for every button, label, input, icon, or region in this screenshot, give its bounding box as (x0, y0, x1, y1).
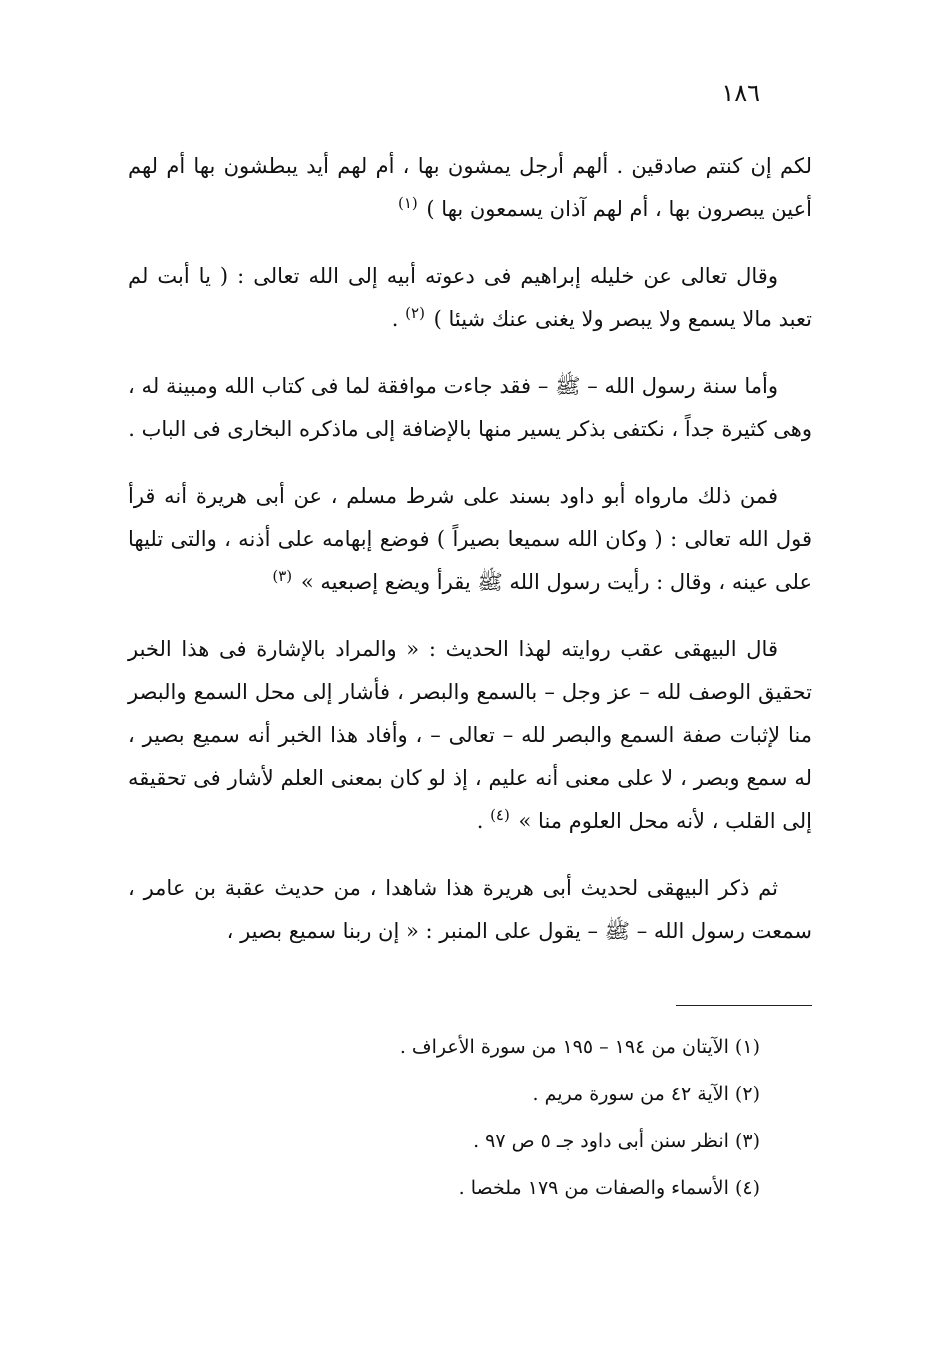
footnote-3: (٣) انظر سنن أبى داود جـ ٥ ص ٩٧ . (473, 1130, 760, 1152)
paragraph-6: ثم ذكر البيهقى لحديث أبى هريرة هذا شاهدا ، من حديث عقبة بن عامر ، سمعت رسول الله – ﷺ – يقول على المنبر : « إن ربنا سميع بصير ، (128, 876, 812, 943)
page-number: ١٨٦ (721, 79, 760, 107)
paragraph-4: فمن ذلك مارواه أبو داود بسند على شرط مسلم ، عن أبى هريرة أنه قرأ قول الله تعالى : ( وكان الله سميعا بصيراً ) فوضع إبهامه على أذنه ، والتى تليها على عينه ، وقال : رأيت رسول الله ﷺ يقرأ ويضع إصبعيه » $^{(٣)}$ (128, 484, 812, 594)
footnotes (200, 1035, 760, 1223)
paragraph-3: وأما سنة رسول الله – ﷺ – فقد جاءت موافقة لما فى كتاب الله ومبينة له ، وهى كثيرة جداً ، نكتفى بذكر يسير منها بالإضافة إلى ماذكره البخارى فى الباب . (128, 374, 812, 441)
footnote-separator (676, 1005, 812, 1006)
paragraph-5: قال البيهقى عقب روايته لهذا الحديث : « والمراد بالإشارة فى هذا الخبر تحقيق الوصف لله – عز وجل – بالسمع والبصر ، فأشار إلى محل السمع والبصر منا لإثبات صفة السمع والبصر لله – تعالى – ، وأفاد هذا الخبر أنه سميع بصير ، له سمع وبصر ، لا على معنى أنه عليم ، إذ لو كان بمعنى العلم لأشار فى تحقيقه إلى القلب ، لأنه محل العلوم منا » $^{(٤)}$ . (128, 637, 812, 833)
footnote-marker-4: (٤) (490, 806, 510, 824)
footnote-4: (٤) الأسماء والصفات من ١٧٩ ملخصا . (458, 1177, 760, 1199)
footnote-2: (٢) الآية ٤٢ من سورة مريم . (532, 1083, 760, 1105)
paragraph-2: وقال تعالى عن خليله إبراهيم فى دعوته أبيه إلى الله تعالى : ( يا أبت لم تعبد مالا يسمع ولا يبصر ولا يغنى عنك شيئا ) $^{(٢)}$ . (128, 264, 812, 331)
footnote-marker-2: (٢) (405, 304, 425, 322)
body-text (128, 145, 812, 977)
footnote-1: (١) الآيتان من ١٩٤ – ١٩٥ من سورة الأعراف . (399, 1036, 760, 1058)
footnote-marker-1: (١) (397, 194, 418, 212)
paragraph-1: لكم إن كنتم صادقين . ألهم أرجل يمشون بها ، أم لهم أيد يبطشون بها أم لهم أعين يبصرون بها ، أم لهم آذان يسمعون بها ) $^{(١)}$ (128, 154, 812, 221)
footnote-marker-3: (٣) (272, 567, 293, 585)
